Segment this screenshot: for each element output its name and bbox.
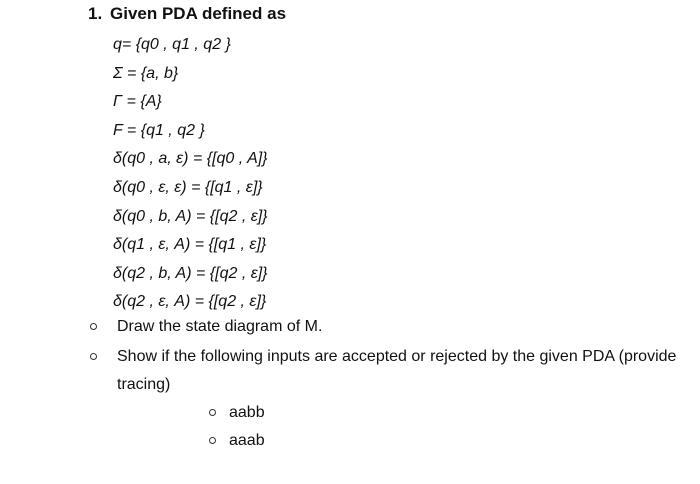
- transition-rule: δ(q0 , ε, ε) = {[q1 , ε]}: [113, 178, 263, 196]
- transition-rule: δ(q1 , ε, A) = {[q1 , ε]}: [113, 236, 267, 254]
- question-heading: [88, 2, 286, 26]
- task-list: [90, 313, 690, 457]
- task-text: Draw the state diagram of M.: [117, 318, 323, 335]
- pda-definition-list: [113, 33, 268, 319]
- question-title: Given PDA defined as: [110, 4, 287, 23]
- task-item: [90, 313, 690, 341]
- input-string: aaab: [229, 432, 265, 449]
- hollow-bullet-icon: [209, 437, 216, 444]
- states-definition: q= {q0 , q1 , q2 }: [113, 36, 231, 53]
- input-alphabet-definition: Σ = {a, b}: [113, 64, 179, 82]
- input-string: aabb: [229, 404, 265, 421]
- hollow-bullet-icon: [90, 323, 97, 330]
- final-states-definition: F = {q1 , q2 }: [113, 121, 205, 139]
- hollow-bullet-icon: [209, 409, 216, 416]
- transition-rule: δ(q0 , b, A) = {[q2 , ε]}: [113, 207, 268, 225]
- hollow-bullet-icon: [90, 353, 97, 360]
- input-string-item: [117, 399, 690, 427]
- input-string-item: [117, 427, 690, 455]
- transition-rule: δ(q0 , a, ε) = {[q0 , A]}: [113, 150, 268, 168]
- transition-rule: δ(q2 , b, A) = {[q2 , ε]}: [113, 264, 268, 282]
- task-text: Show if the following inputs are accepted or rejected by the given PDA (provide tracing): [117, 348, 677, 393]
- task-item: [90, 343, 690, 455]
- input-string-list: [117, 399, 690, 455]
- stack-alphabet-definition: Γ = {A}: [113, 93, 162, 111]
- question-number: 1.: [88, 4, 103, 23]
- transition-rule: δ(q2 , ε, A) = {[q2 , ε]}: [113, 293, 267, 311]
